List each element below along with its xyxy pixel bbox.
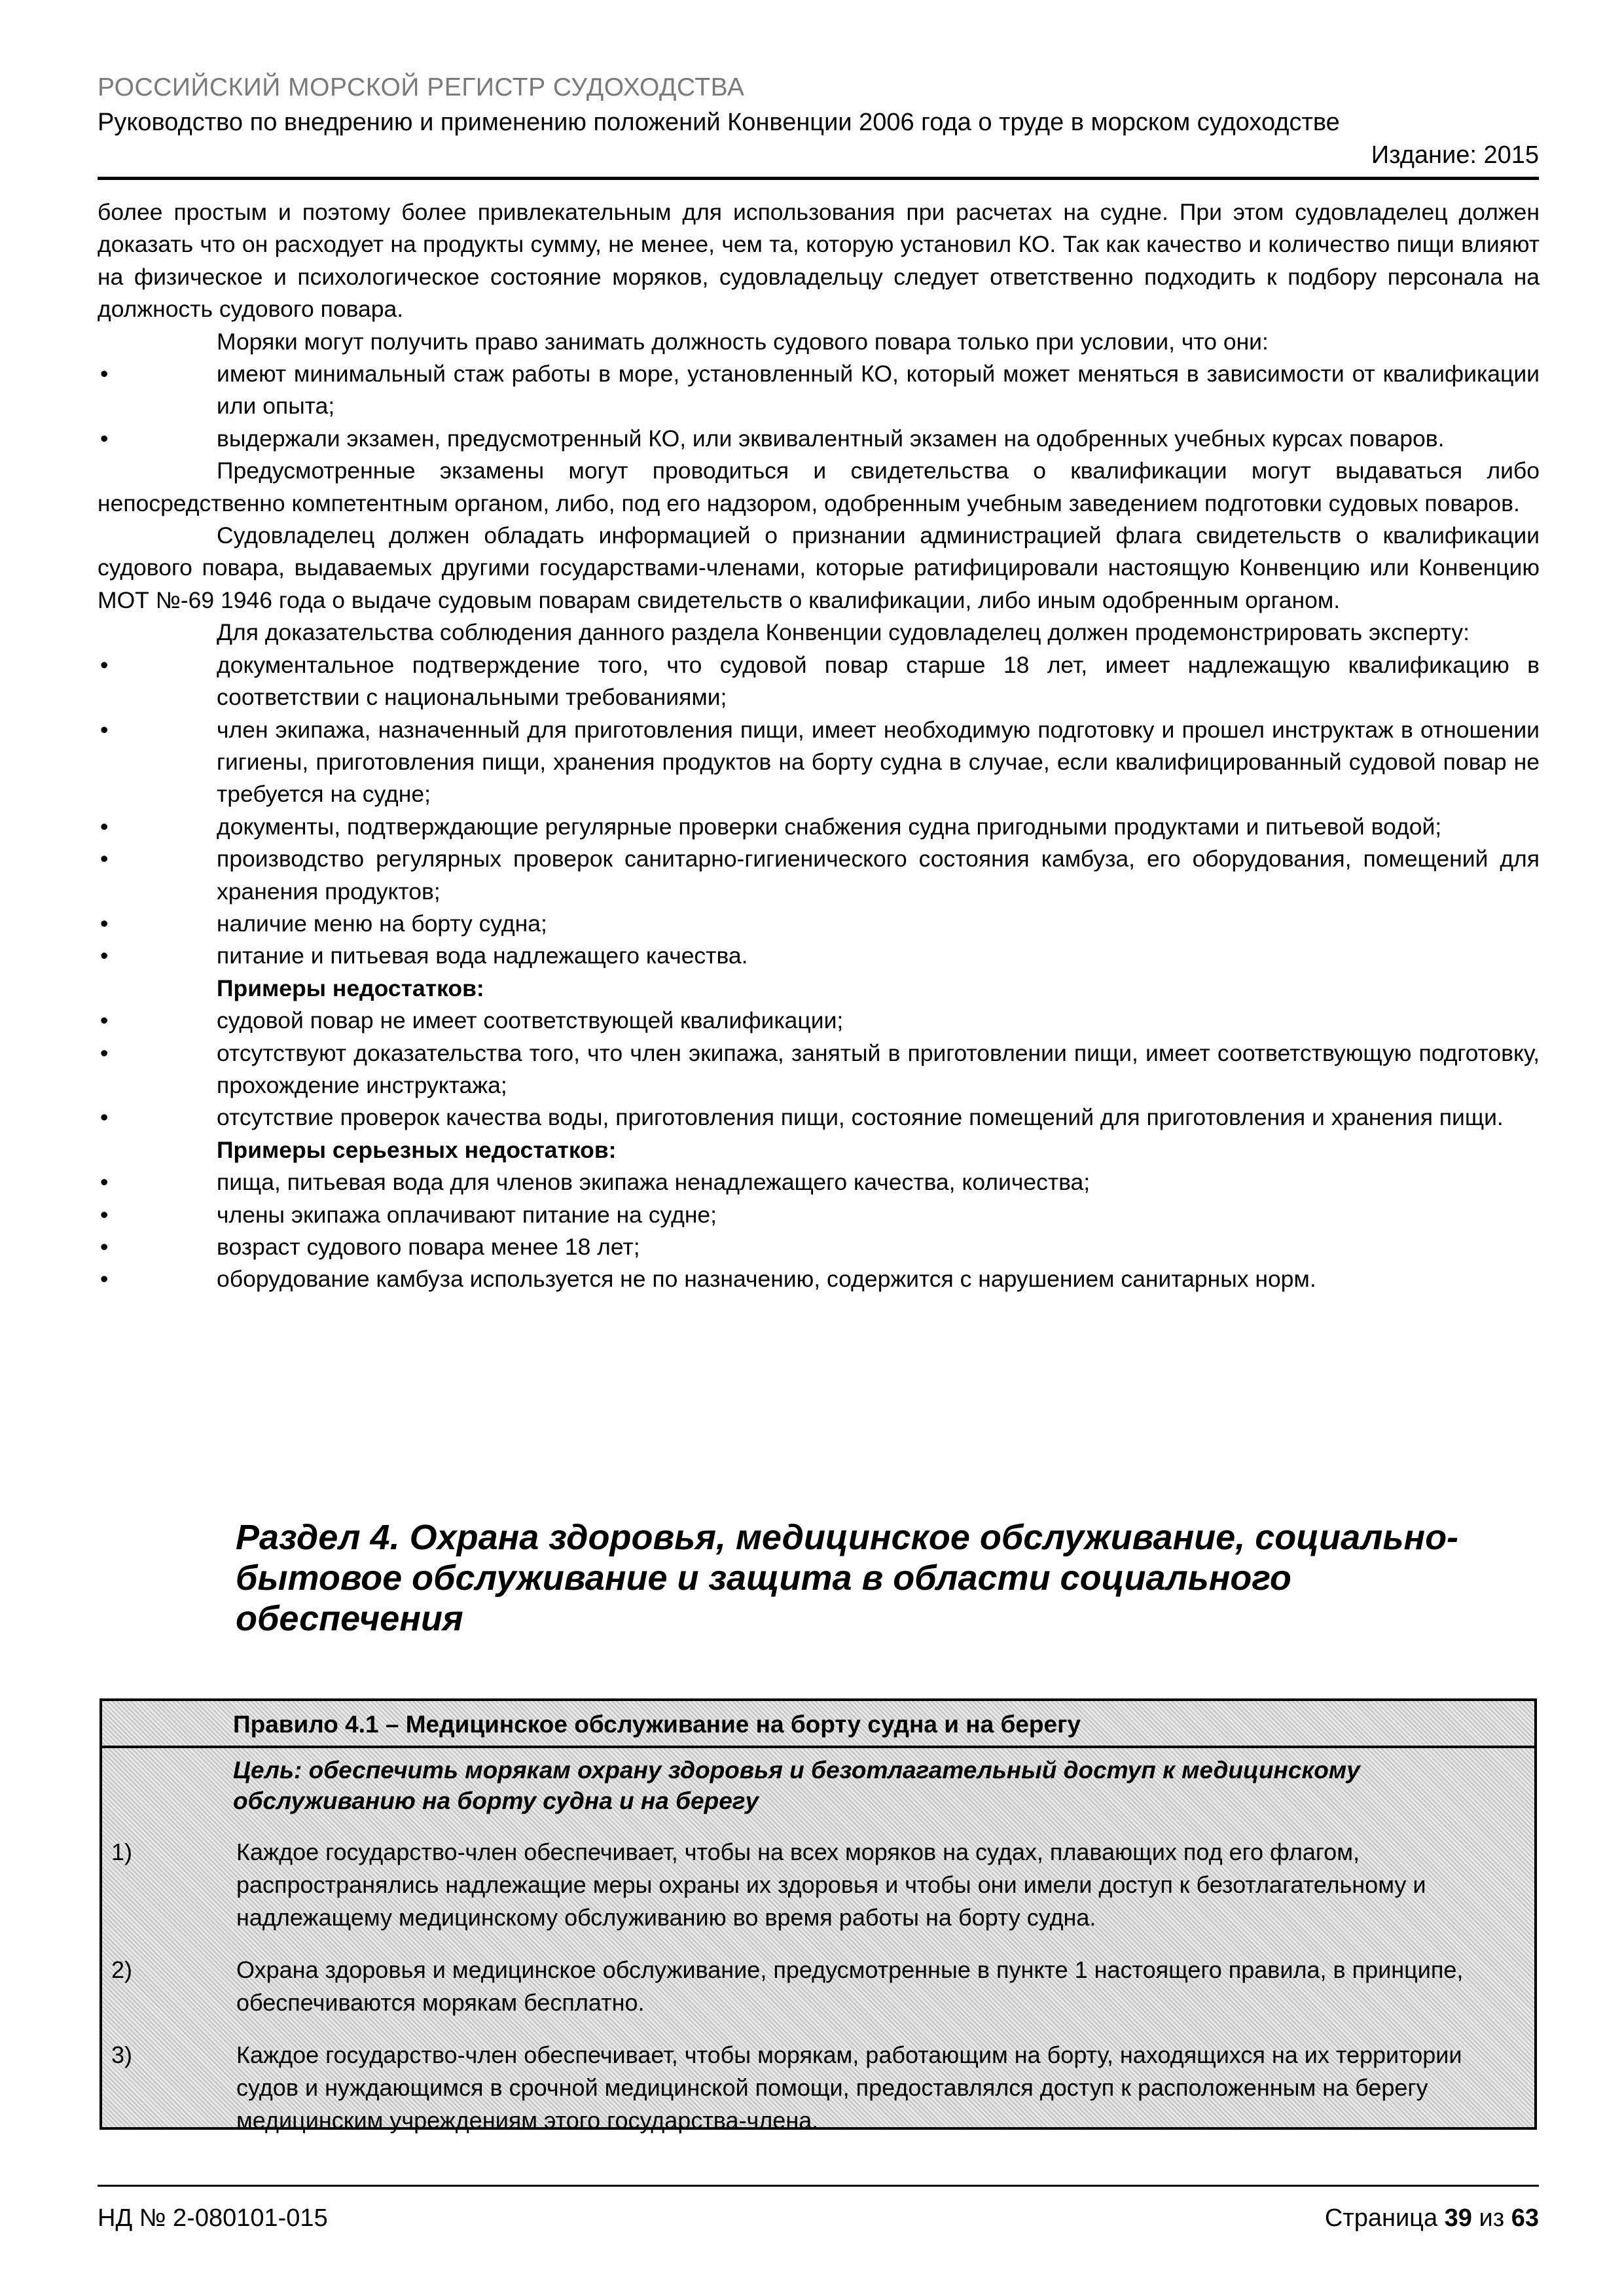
- bullet-icon: •: [100, 813, 109, 840]
- list-item: [98, 843, 1540, 908]
- header-edition: Издание: 2015: [1371, 141, 1539, 169]
- rule-item: [102, 1836, 1534, 1934]
- list-item-text: наличие меню на борту судна;: [217, 910, 547, 937]
- subheading-serious-deficiencies: Примеры серьезных недостатков:: [217, 1136, 617, 1163]
- section-heading: Раздел 4. Охрана здоровья, медицинское обслуживание, социально-бытовое обслуживание и защита в области социального обеспечения: [236, 1518, 1459, 1638]
- page-number: 39: [1444, 2204, 1472, 2232]
- list-item: [98, 1005, 1540, 1037]
- page-label: Страница: [1324, 2204, 1438, 2232]
- item-number: 2): [111, 1956, 133, 1983]
- list-item-text: оборудование камбуза используется не по назначению, содержится с нарушением санитарных норм.: [217, 1266, 1316, 1293]
- page-of: из: [1479, 2204, 1505, 2232]
- header-organization: РОССИЙСКИЙ МОРСКОЙ РЕГИСТР СУДОХОДСТВА: [98, 73, 745, 101]
- paragraph: Предусмотренные экзамены могут проводиться и свидетельства о квалификации могут выдаваться либо непосредственно компетентным органом, либо, под его надзором, одобренным учебным заведением подготовки судовых поваров.: [98, 457, 1540, 516]
- list-item: [98, 1037, 1540, 1102]
- rule-title: Правило 4.1 – Медицинское обслуживание на борту судна и на берегу: [102, 1701, 1534, 1748]
- bullet-icon: •: [100, 1234, 109, 1260]
- subheading-deficiencies: Примеры недостатков:: [217, 975, 484, 1001]
- list-item: [98, 358, 1540, 423]
- list-item: [98, 423, 1540, 455]
- list-item-text: имеют минимальный стаж работы в море, установленный КО, который может меняться в зависимости от квалификации или опыта;: [217, 361, 1540, 420]
- list-item-text: отсутствуют доказательства того, что член экипажа, занятый в приготовлении пищи, имеет соответствующую подготовку, прохождение инструктажа;: [217, 1039, 1540, 1098]
- list-item-text: пища, питьевая вода для членов экипажа ненадлежащего качества, количества;: [217, 1169, 1091, 1196]
- paragraph: более простым и поэтому более привлекательным для использования при расчетах на судне. При этом судовладелец должен доказать что он расходует на продукты сумму, не менее, чем та, которую установил КО. Так как качество и количество пищи влияют на физическое и психологическое состояние моряков, судовладельцу следует ответственно подходить к подбору персонала на должность судового повара.: [98, 199, 1540, 323]
- list-item: [98, 714, 1540, 811]
- item-number: 1): [111, 1839, 133, 1865]
- header-divider: [98, 177, 1539, 180]
- list-item-text: выдержали экзамен, предусмотренный КО, или эквивалентный экзамен на одобренных учебных курсах поваров.: [217, 425, 1445, 452]
- list-item-text: питание и питьевая вода надлежащего качества.: [217, 942, 748, 969]
- list-item-text: документы, подтверждающие регулярные проверки снабжения судна пригодными продуктами и питьевой водой;: [217, 813, 1442, 840]
- bullet-list: [98, 649, 1540, 973]
- list-item: [98, 908, 1540, 940]
- item-text: Каждое государство-член обеспечивает, чтобы морякам, работающим на борту, находящихся на их территории судов и нуждающимся в срочной медицинской помощи, предоставлялся доступ к расположенным на берегу медицинским учреждениям этого государства-члена.: [236, 2041, 1462, 2134]
- footer-page: [1325, 2204, 1539, 2233]
- bullet-icon: •: [100, 716, 109, 743]
- list-item-text: отсутствие проверок качества воды, приготовления пищи, состояние помещений для приготовления и хранения пищи.: [217, 1104, 1504, 1131]
- page-total: 63: [1511, 2204, 1539, 2232]
- bullet-icon: •: [100, 942, 109, 969]
- list-item: [98, 1102, 1540, 1134]
- rule-goal: Цель: обеспечить морякам охрану здоровья и безотлагательный доступ к медицинскому обслуживанию на борту судна и на берегу: [233, 1757, 1360, 1814]
- bullet-icon: •: [100, 1201, 109, 1228]
- bullet-icon: •: [100, 1039, 109, 1066]
- paragraph: Для доказательства соблюдения данного раздела Конвенции судовладелец должен продемонстрировать эксперту:: [217, 619, 1470, 646]
- bullet-icon: •: [100, 910, 109, 937]
- list-item: [98, 1263, 1540, 1295]
- item-text: Каждое государство-член обеспечивает, чтобы на всех моряков на судах, плавающих под его флагом, распространялись надлежащие меры охраны их здоровья и чтобы они имели доступ к безотлагательному и надлежащему медицинскому обслуживанию во время работы на борту судна.: [236, 1839, 1426, 1931]
- bullet-icon: •: [100, 1007, 109, 1034]
- list-item: [98, 1199, 1540, 1231]
- footer-doc-number: НД № 2-080101-015: [98, 2204, 328, 2232]
- footer-divider: [98, 2185, 1539, 2187]
- list-item-text: член экипажа, назначенный для приготовления пищи, имеет необходимую подготовку и прошел инструктаж в отношении гигиены, приготовления пищи, хранения продуктов на борту судна в случае, если квалифицированный судовой повар не требуется на судне;: [217, 716, 1540, 808]
- paragraph: Моряки могут получить право занимать должность судового повара только при условии, что они:: [217, 328, 1269, 355]
- list-item-text: производство регулярных проверок санитарно-гигиенического состояния камбуза, его оборудования, помещений для хранения продуктов;: [217, 846, 1540, 905]
- list-item-text: возраст судового повара менее 18 лет;: [217, 1234, 640, 1260]
- bullet-icon: •: [100, 1104, 109, 1131]
- list-item-text: документальное подтверждение того, что судовой повар старше 18 лет, имеет надлежащую квалификацию в соответствии с национальными требованиями;: [217, 651, 1540, 711]
- rule-item: [102, 2039, 1534, 2137]
- list-item: [98, 649, 1540, 714]
- bullet-icon: •: [100, 361, 109, 387]
- item-number: 3): [111, 2041, 133, 2068]
- list-item: [98, 811, 1540, 843]
- rule-item: [102, 1954, 1534, 2019]
- list-item: [98, 940, 1540, 972]
- item-text: Охрана здоровья и медицинское обслуживание, предусмотренные в пункте 1 настоящего правила, в принципе, обеспечиваются морякам бесплатно.: [236, 1956, 1464, 2016]
- list-item-text: члены экипажа оплачивают питание на судне;: [217, 1201, 717, 1228]
- bullet-list: [98, 1166, 1540, 1296]
- rule-box: [99, 1698, 1537, 2134]
- list-item: [98, 1231, 1540, 1263]
- bullet-icon: •: [100, 1169, 109, 1196]
- bullet-icon: •: [100, 651, 109, 678]
- document-body: [98, 196, 1540, 1296]
- bullet-list: [98, 358, 1540, 455]
- bullet-icon: •: [100, 846, 109, 872]
- header-subtitle: Руководство по внедрению и применению положений Конвенции 2006 года о труде в морском судоходстве: [98, 109, 1340, 136]
- list-item: [98, 1166, 1540, 1198]
- list-item-text: судовой повар не имеет соответствующей квалификации;: [217, 1007, 844, 1034]
- bullet-icon: •: [100, 425, 109, 452]
- paragraph: Судовладелец должен обладать информацией о признании администрацией флага свидетельств о квалификации судового повара, выдаваемых другими государствами-членами, которые ратифицировали настоящую Конвенцию или Конвенцию МОТ №-69 1946 года о выдаче судовым поварам свидетельств о квалификации, либо иным одобренным органом.: [98, 522, 1540, 613]
- bullet-icon: •: [100, 1266, 109, 1293]
- bullet-list: [98, 1005, 1540, 1134]
